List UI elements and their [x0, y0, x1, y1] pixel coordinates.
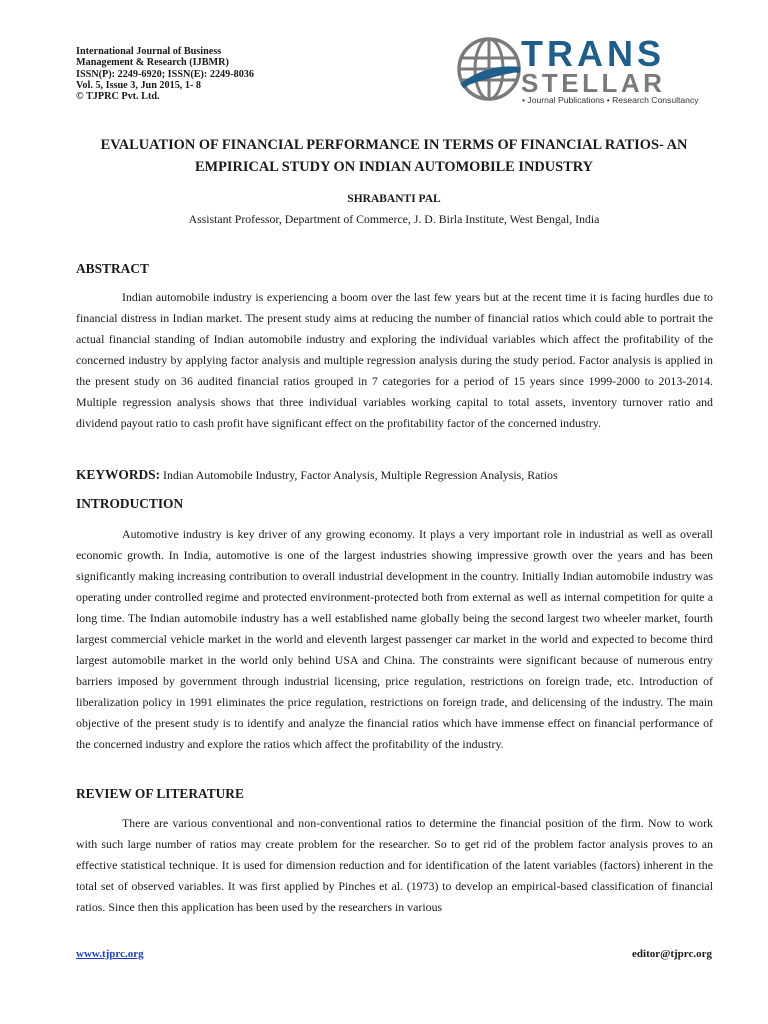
logo-trans: TRANS	[521, 33, 665, 74]
introduction-text: Automotive industry is key driver of any growing economy. It plays a very important role in industrial as well as overall economic growth. In India, automotive is one of the largest industries showing impressive growth over the years and has been significantly making increasing contribution to overall industrial development in the country. Initially Indian automobile industry was operating under controlled regime and protected environment-protected both from external as well as internal competition for quite a long time. The Indian automobile industry has a well established name globally being the second largest two wheeler market, fourth largest commercial vehicle market in the world and eleventh largest passenger car market in the world and expected to become third largest automobile market in the world only behind USA and China. The constraints were significant because of numerous entry barriers imposed by government through industrial licensing, price regulation, restrictions on foreign trade, etc. Introduction of liberalization policy in 1991 eliminates the price regulation, restrictions on foreign trade, and delicensing of the industry. The main objective of the present study is to identify and analyze the financial ratios which have immense effect on financial performance of the concerned industry and explore the ratios which affect the profitability of the industry.	[76, 527, 713, 751]
literature-text: There are various conventional and non-conventional ratios to determine the financial position of the firm. Now to work with such large number of ratios may create problem for the researcher. So to get rid of the problem factor analysis proves to an effective statistical technique. It is used for dimension reduction and for identification of the latent variables (factors) inherent in the total set of observed variables. It was first applied by Pinches et al. (1973) to develop an empirical-based classification of financial ratios. Since then this application has been used by the researchers in various	[76, 816, 713, 914]
keywords-text: Indian Automobile Industry, Factor Analysis, Multiple Regression Analysis, Ratios	[160, 468, 558, 482]
abstract-text: Indian automobile industry is experiencing a boom over the last few years but at the recent time it is facing hurdles due to financial distress in Indian market. The present study aims at reducing the number of financial ratios which could able to portrait the actual financial standing of Indian automobile industry and exploring the individual variables which affect the profitability of the concerned industry by applying factor analysis and multiple regression analysis during the study period. Factor analysis is applied in the present study on 36 audited financial ratios grouped in 7 categories for a period of 15 years since 1999-2000 to 2013-2014. Multiple regression analysis shows that three individual variables working capital to total assets, inventory turnover ratio and dividend payout ratio to cash profit have significant effect on the profitability factor of the concerned industry.	[76, 290, 713, 430]
logo-stellar: STELLAR	[521, 68, 666, 98]
paper-title: EVALUATION OF FINANCIAL PERFORMANCE IN TERMS OF FINANCIAL RATIOS- AN EMPIRICAL STUDY ON INDIAN AUTOMOBILE INDUSTRY	[100, 137, 688, 175]
keywords-label: KEYWORDS:	[76, 467, 161, 482]
author-affiliation: Assistant Professor, Department of Commerce, J. D. Birla Institute, West Bengal, India	[188, 212, 600, 226]
globe-icon	[456, 36, 522, 102]
website-link[interactable]: www.tjprc.org	[76, 948, 144, 960]
journal-info: International Journal of Business Management & Research (IJBMR) ISSN(P): 2249-6920; ISSN(E): 2249-8036 Vol. 5, Issue 3, Jun 2015, 1- 8 © TJPRC Pvt. Ltd.	[76, 46, 254, 103]
abstract-heading: ABSTRACT	[76, 261, 149, 276]
introduction-heading: INTRODUCTION	[76, 496, 184, 511]
logo-tagline: • Journal Publications • Research Consultancy	[522, 95, 699, 105]
keywords	[76, 467, 716, 483]
author-name: SHRABANTI PAL	[347, 193, 441, 205]
editor-email: editor@tjprc.org	[632, 948, 712, 960]
publisher-logo	[456, 33, 718, 108]
literature-heading: REVIEW OF LITERATURE	[76, 786, 244, 801]
